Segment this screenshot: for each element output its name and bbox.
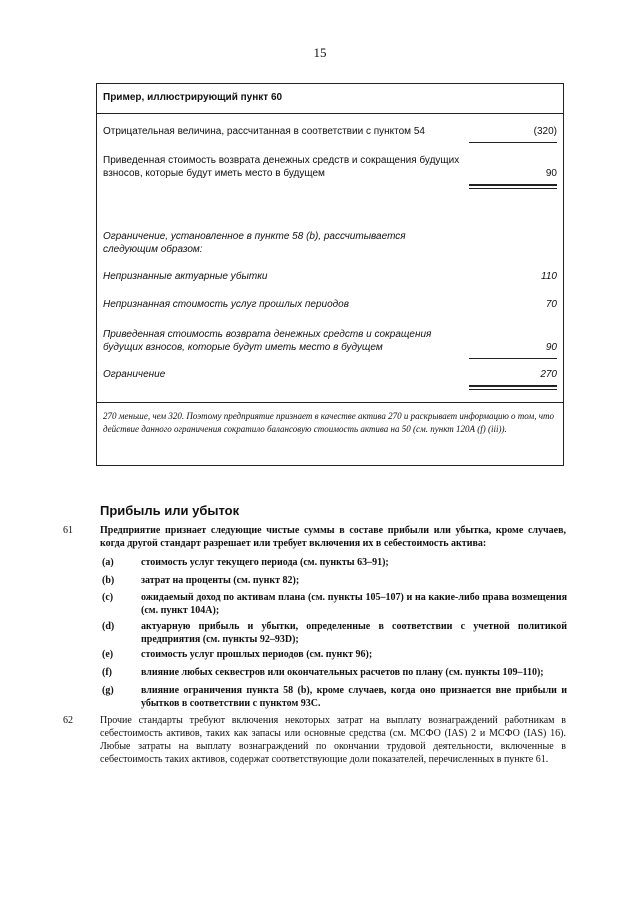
row-value: 90 — [545, 168, 557, 179]
paragraph-62-text: Прочие стандарты требуют включения некоторых затрат на выплату вознаграждений работникам в себестоимость активов, таких как запасы или основные средства (см. МСФО (IAS) 2 и МСФО (IAS) 16). Любые затраты на выплату вознаграждений по окончании трудовой деятельности, включенные в себестоимость таких активов, содержат соответствующие доли показателей, перечисленных в пункте 61. — [100, 715, 566, 765]
double-rule — [469, 188, 557, 189]
list-item: затрат на проценты (см. пункт 82); — [141, 575, 300, 586]
double-rule — [469, 385, 557, 387]
list-item: актуарную прибыль и убытки, определенные в соответствии с учетной политикой предприятия (см. пункты 92–93D); — [141, 621, 567, 645]
paragraph-number: 61 — [63, 525, 73, 536]
double-rule — [469, 184, 557, 186]
note-divider — [97, 402, 563, 403]
item-letter: (d) — [102, 621, 115, 632]
row-value: 70 — [545, 299, 557, 310]
section-title: Прибыль или убыток — [100, 503, 240, 518]
row-value: 110 — [541, 271, 557, 282]
row-label: Отрицательная величина, рассчитанная в соответствии с пунктом 54 — [103, 126, 425, 137]
page-number: 15 — [313, 45, 327, 60]
item-letter: (c) — [102, 592, 114, 603]
limit-intro-text: Ограничение, установленное в пункте 58 (b), рассчитывается следующим образом: — [103, 231, 406, 255]
example-note: 270 меньше, чем 320. Поэтому предприятие признает в качестве актива 270 и раскрывает информацию о том, что действие данного ограничения сократило балансовую стоимость актива на 50 (см. пункт 120А (f) (iii)). — [103, 411, 554, 434]
item-letter: (f) — [102, 667, 112, 678]
item-letter: (a) — [102, 557, 114, 568]
list-item: стоимость услуг текущего периода (см. пункты 63–91); — [141, 557, 389, 568]
row-label: Приведенная стоимость возврата денежных средств и сокращения будущих взносов, которые будут иметь место в будущем — [103, 329, 432, 353]
item-letter: (e) — [102, 649, 114, 660]
value-rule — [469, 142, 557, 143]
paragraph-61-text: Предприятие признает следующие чистые суммы в составе прибыли или убытка, кроме случаев, когда другой стандарт разрешает или требует включения их в себестоимость актива: — [100, 525, 566, 549]
list-item: ожидаемый доход по активам плана (см. пункты 105–107) и на какие-либо права возмещения (см. пункт 104А); — [141, 592, 567, 616]
list-item: влияние ограничения пункта 58 (b), кроме случаев, когда оно признается вне прибыли и убытков в соответствии с пунктом 93С. — [141, 685, 567, 709]
value-rule — [469, 358, 557, 359]
row-label: Непризнанные актуарные убытки — [103, 271, 268, 282]
title-divider — [97, 113, 563, 114]
list-item: влияние любых секвестров или окончательных расчетов по плану (см. пункты 109–110); — [141, 667, 544, 678]
row-value: (320) — [533, 126, 557, 137]
double-rule — [469, 389, 557, 390]
row-value: 270 — [540, 369, 557, 380]
example-box — [96, 83, 564, 466]
list-item: стоимость услуг прошлых периодов (см. пункт 96); — [141, 649, 373, 660]
row-value: 90 — [545, 342, 557, 353]
row-label: Приведенная стоимость возврата денежных средств и сокращения будущих взносов, которые будут иметь место в будущем — [103, 155, 460, 179]
paragraph-number: 62 — [63, 715, 73, 726]
example-title: Пример, иллюстрирующий пункт 60 — [103, 92, 283, 103]
item-letter: (b) — [102, 575, 115, 586]
item-letter: (g) — [102, 685, 114, 696]
row-label: Непризнанная стоимость услуг прошлых периодов — [103, 299, 349, 310]
row-label: Ограничение — [103, 369, 166, 380]
